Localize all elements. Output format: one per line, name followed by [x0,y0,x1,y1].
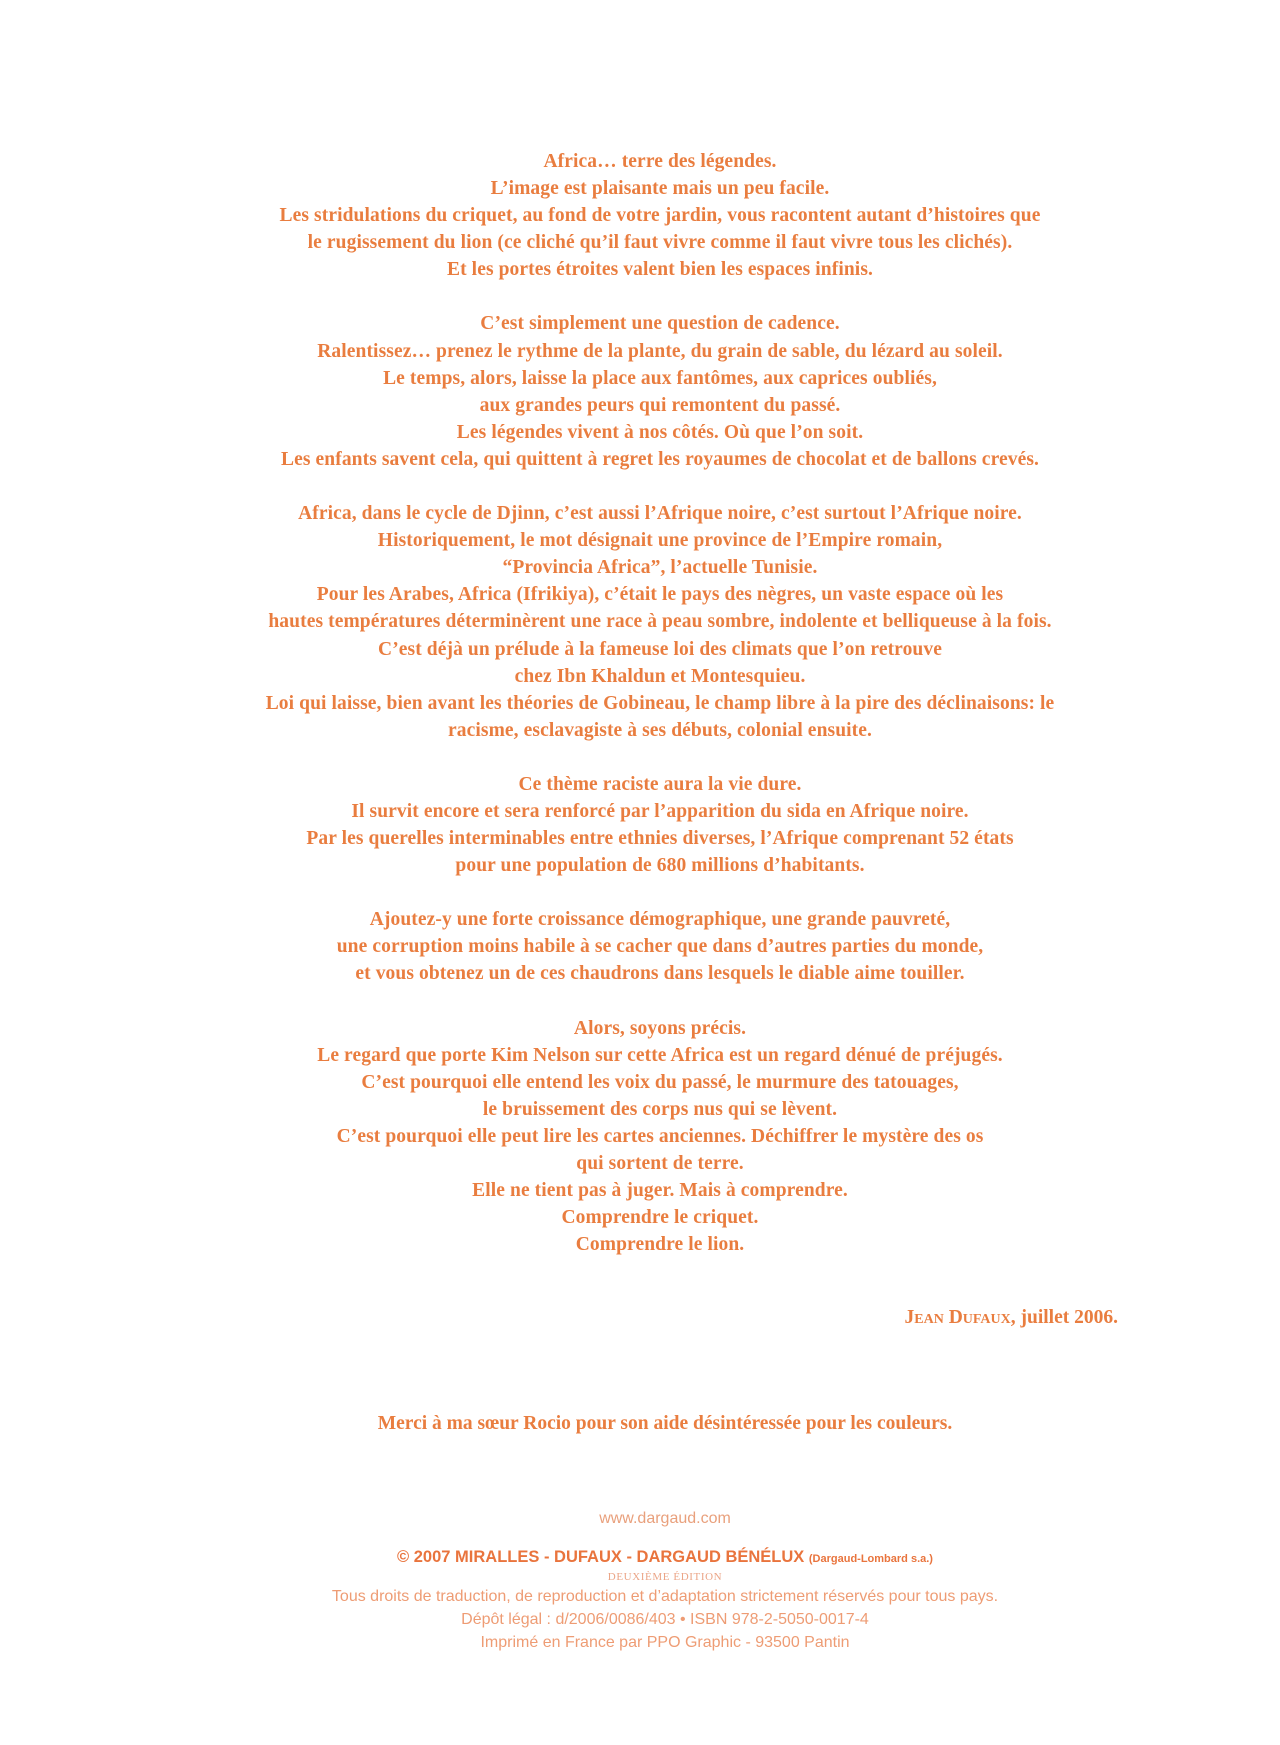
text-line: Ralentissez… prenez le rythme de la plante, du grain de sable, du lézard au soleil. [317,340,1003,362]
text-line: le bruissement des corps nus qui se lèvent. [482,1098,838,1120]
text-line: Les enfants savent cela, qui quittent à regret les royaumes de chocolat et de ballons crevés. [281,448,1039,470]
acknowledgement: Merci à ma sœur Rocio pour son aide désintéressée pour les couleurs. [377,1413,953,1434]
text-line: C’est déjà un prélude à la fameuse loi des climats que l’on retrouve [378,638,942,660]
text-line: qui sortent de terre. [576,1153,744,1174]
author-name: Jean Dufaux [904,1307,1011,1328]
text-line: Il survit encore et sera renforcé par l’apparition du sida en Afrique noire. [351,800,969,822]
paragraph-1 [150,148,1170,283]
signature-date: , juillet 2006. [1010,1307,1118,1328]
rights-notice: Tous droits de traduction, de reproduction et d’adaptation strictement réservés pour tous pays. [331,1588,999,1605]
colophon [0,1510,1280,1654]
paragraph-4 [150,771,1170,879]
text-line: Pour les Arabes, Africa (Ifrikiya), c’était le pays des nègres, un vaste espace où les [316,584,1004,606]
printer-info: Imprimé en France par PPO Graphic - 93500 Pantin [480,1634,850,1651]
text-line: C’est pourquoi elle peut lire les cartes anciennes. Déchiffrer le mystère des os [336,1125,984,1147]
text-line: le rugissement du lion (ce cliché qu’il faut vivre comme il faut vivre tous les clichés). [307,232,1013,254]
text-line: hautes températures déterminèrent une race à peau sombre, indolente et belliqueuse à la fois. [268,611,1052,633]
text-line: pour une population de 680 millions d’habitants. [455,855,865,877]
text-line: Le temps, alors, laisse la place aux fantômes, aux caprices oubliés, [383,367,937,389]
text-line: “Provincia Africa”, l’actuelle Tunisie. [502,557,818,579]
copyright-text: © 2007 MIRALLES - DUFAUX - DARGAUD BÉNÉLUX [397,1548,805,1566]
publisher-company: (Dargaud-Lombard s.a.) [808,1553,933,1565]
text-line: aux grandes peurs qui remontent du passé. [479,394,841,416]
text-line: Par les querelles interminables entre ethnies diverses, l’Afrique comprenant 52 états [306,828,1014,850]
text-line: Comprendre le criquet. [561,1207,759,1229]
text-line: Ajoutez-y une forte croissance démographique, une grande pauvreté, [369,909,951,931]
website-link[interactable]: www.dargaud.com [599,1510,731,1527]
text-line: Africa, dans le cycle de Djinn, c’est aussi l’Afrique noire, c’est surtout l’Afrique noire. [298,503,1022,525]
text-line: C’est pourquoi elle entend les voix du passé, le murmure des tatouages, [361,1071,959,1093]
legal-deposit: Dépôt légal : d/2006/0086/403 • ISBN 978-2-5050-0017-4 [461,1611,869,1628]
text-line: Elle ne tient pas à juger. Mais à comprendre. [472,1180,848,1202]
text-line: C’est simplement une question de cadence. [480,313,840,335]
preface-text [150,148,1170,1285]
paragraph-2 [150,310,1170,473]
author-signature [905,1307,1118,1329]
text-line: racisme, esclavagiste à ses débuts, colonial ensuite. [448,719,872,741]
text-line: et vous obtenez un de ces chaudrons dans lesquels le diable aime touiller. [355,963,965,985]
text-line: Africa… terre des légendes. [543,151,777,172]
text-line: Le regard que porte Kim Nelson sur cette Africa est un regard dénué de préjugés. [317,1044,1003,1066]
text-line: Historiquement, le mot désignait une province de l’Empire romain, [377,530,943,552]
text-line: L’image est plaisante mais un peu facile. [490,178,830,200]
text-line: Comprendre le lion. [575,1234,745,1256]
text-line: chez Ibn Khaldun et Montesquieu. [514,665,806,687]
text-line: Et les portes étroites valent bien les espaces infinis. [447,259,873,281]
copyright-line [0,1548,1280,1567]
text-line: Ce thème raciste aura la vie dure. [518,773,802,795]
text-line: Loi qui laisse, bien avant les théories de Gobineau, le champ libre à la pire des déclinaisons: le [265,692,1055,714]
paragraph-3 [150,500,1170,744]
edition-label: DEUXIÈME ÉDITION [607,1571,723,1583]
text-line: Les légendes vivent à nos côtés. Où que l’on soit. [456,421,864,443]
text-line: Alors, soyons précis. [573,1017,747,1039]
text-line: une corruption moins habile à se cacher que dans d’autres parties du monde, [336,936,984,958]
text-line: Les stridulations du criquet, au fond de votre jardin, vous racontent autant d’histoires que [279,205,1041,227]
paragraph-5 [150,906,1170,987]
paragraph-6 [150,1015,1170,1259]
